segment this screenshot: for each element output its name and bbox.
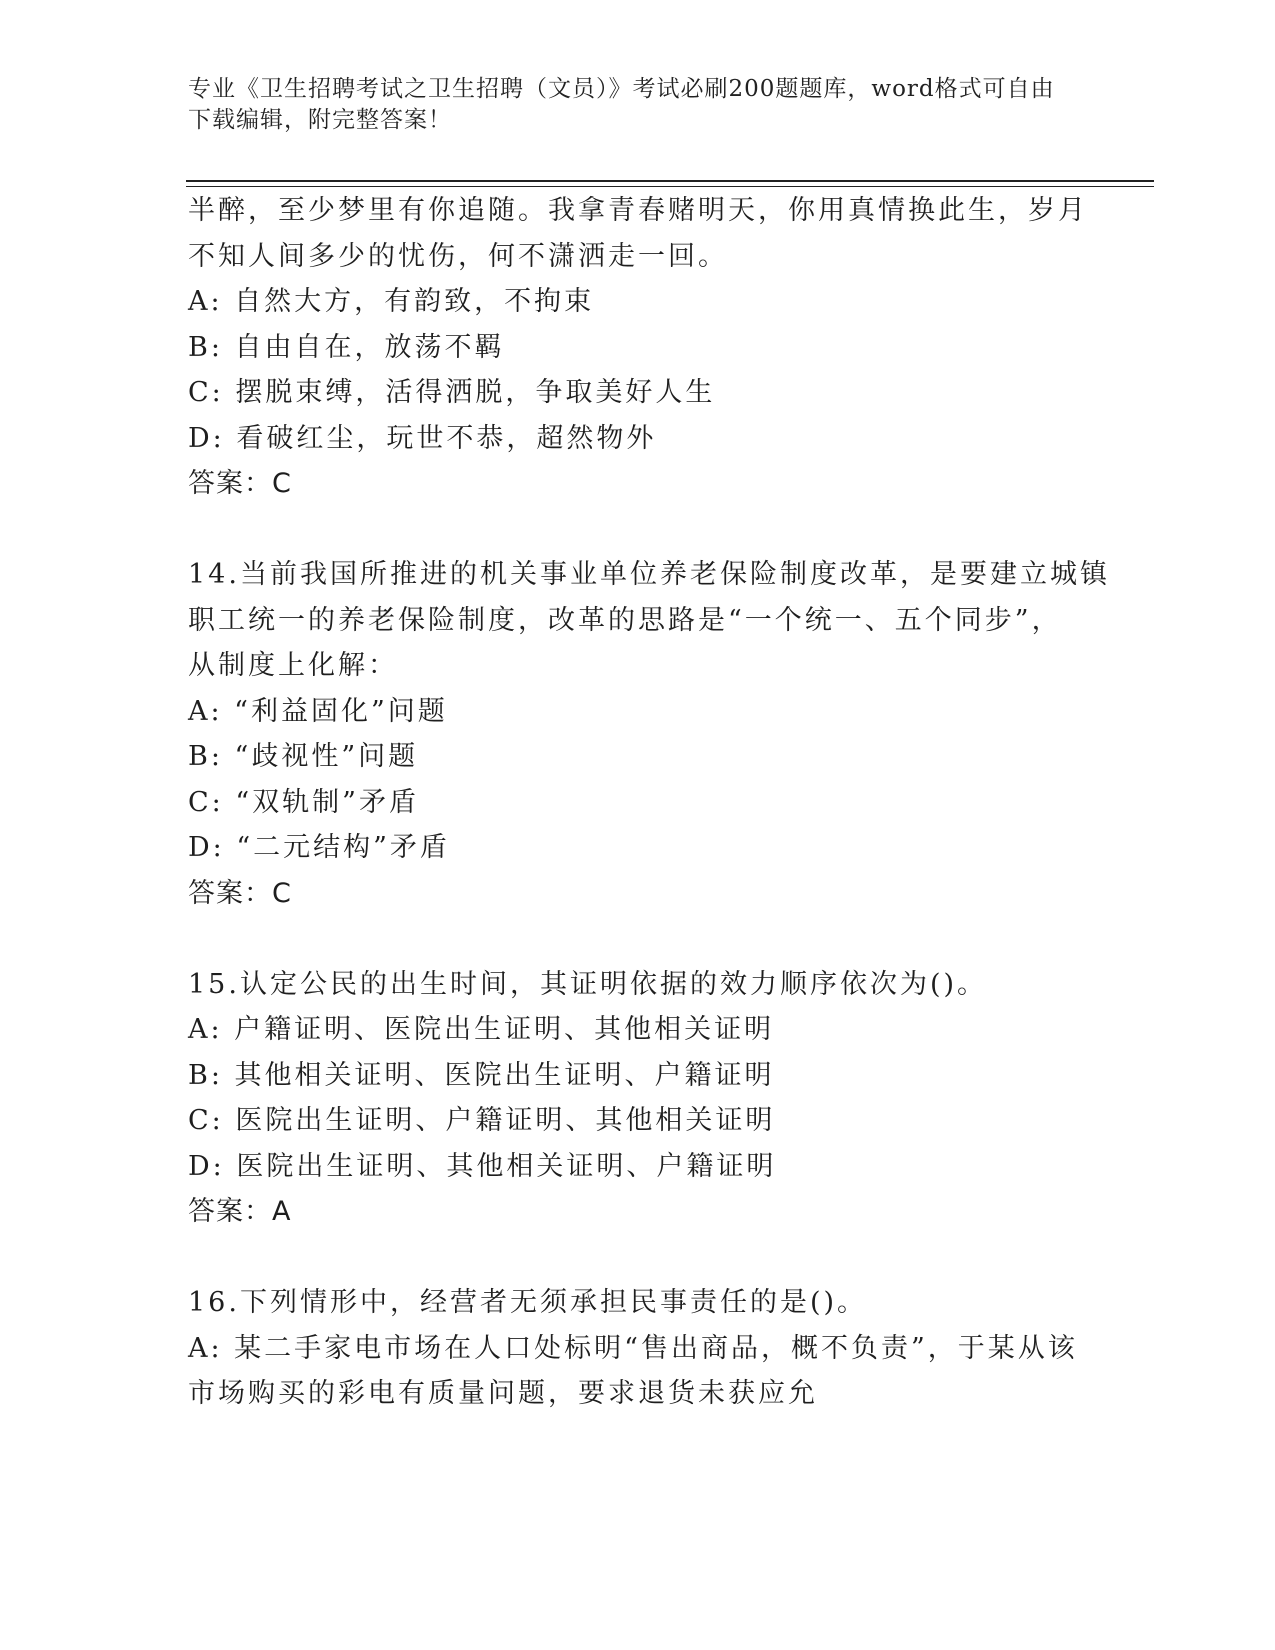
answer-line: 答案：C — [188, 468, 292, 499]
option-d: D: 医院出生证明、其他相关证明、户籍证明 — [188, 1150, 777, 1182]
question-text-line: 半醉，至少梦里有你追随。我拿青春赌明天，你用真情换此生，岁月 — [188, 195, 1088, 226]
option-a: A: 户籍证明、医院出生证明、其他相关证明 — [188, 1014, 775, 1045]
question-16 — [188, 1280, 1088, 1417]
question-text-line: 15.认定公民的出生时间，其证明依据的效力顺序依次为()。 — [188, 968, 988, 1000]
question-text-line: 16.下列情形中，经营者无须承担民事责任的是()。 — [188, 1287, 868, 1318]
option-a: A: “利益固化”问题 — [188, 695, 448, 727]
question-gap — [188, 916, 1088, 962]
question-15 — [188, 962, 1088, 1235]
option-c: C: 摆脱束缚，活得洒脱，争取美好人生 — [188, 377, 716, 408]
answer-line: 答案：C — [188, 877, 292, 909]
question-gap — [188, 507, 1088, 553]
question-text-line: 14.当前我国所推进的机关事业单位养老保险制度改革，是要建立城镇 — [188, 559, 1110, 590]
answer-line: 答案：A — [188, 1196, 292, 1227]
option-a: A: 某二手家电市场在人口处标明“售出商品，概不负责”，于某从该 — [188, 1332, 1078, 1364]
option-a-continued: 市场购买的彩电有质量问题，要求退货未获应允 — [188, 1378, 818, 1409]
option-b: B: “歧视性”问题 — [188, 741, 419, 772]
option-b: B: 自由自在，放荡不羁 — [188, 331, 505, 363]
document-header: 专业《卫生招聘考试之卫生招聘（文员）》考试必刷200题题库，word格式可自由下载编辑，附完整答案！ — [188, 76, 1055, 133]
header-rule-thick — [186, 180, 1154, 182]
question-text-line: 职工统一的养老保险制度，改革的思路是“一个统一、五个同步”， — [188, 604, 1062, 636]
header-rule-thin — [186, 186, 1154, 187]
option-c: C: “双轨制”矛盾 — [188, 786, 419, 818]
option-d: D: 看破红尘，玩世不恭，超然物外 — [188, 422, 657, 454]
question-13-tail — [188, 188, 1088, 507]
option-d: D: “二元结构”矛盾 — [188, 832, 450, 863]
question-text-line: 从制度上化解： — [188, 650, 398, 681]
question-14 — [188, 552, 1110, 916]
question-text-line: 不知人间多少的忧伤，何不潇洒走一回。 — [188, 240, 728, 272]
document-body — [188, 188, 1110, 1417]
option-a: A: 自然大方，有韵致，不拘束 — [188, 286, 595, 317]
option-b: B: 其他相关证明、医院出生证明、户籍证明 — [188, 1059, 775, 1091]
question-gap — [188, 1235, 1088, 1281]
option-c: C: 医院出生证明、户籍证明、其他相关证明 — [188, 1105, 776, 1136]
